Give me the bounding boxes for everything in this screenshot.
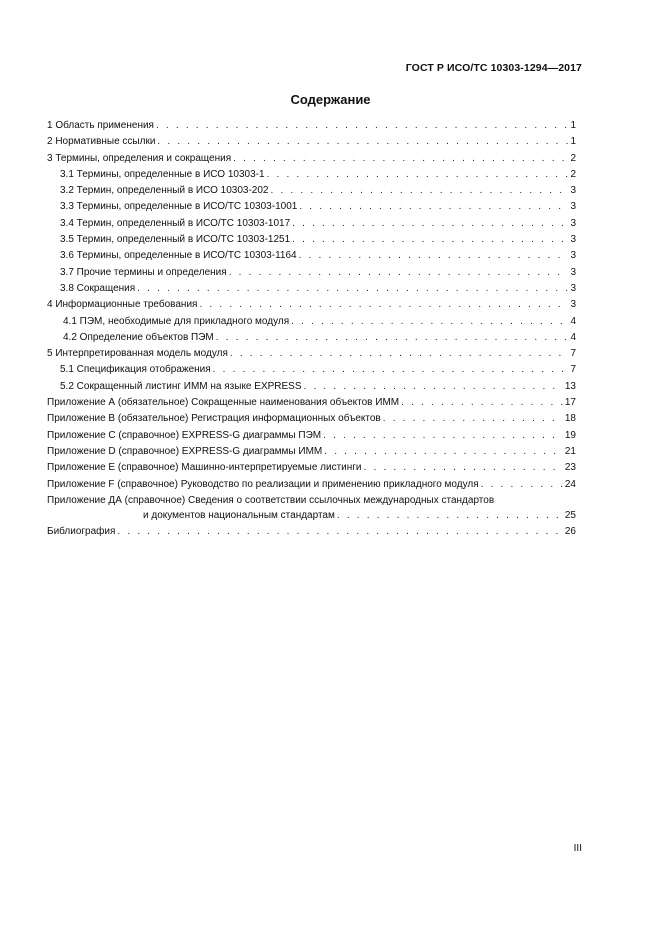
- toc-leader-dots: [401, 397, 563, 408]
- toc-leader-dots: [271, 185, 569, 196]
- toc-entry[interactable]: [47, 201, 576, 217]
- toc-leader-dots: [267, 169, 569, 180]
- toc-leader-dots: [337, 510, 563, 521]
- toc-entry[interactable]: [47, 267, 576, 283]
- toc-entry[interactable]: [47, 381, 576, 397]
- toc-entry-page: 13: [564, 380, 576, 392]
- toc-entry[interactable]: [47, 316, 576, 332]
- toc-entry-page: 2: [570, 168, 576, 180]
- toc-leader-dots: [383, 413, 563, 424]
- toc-entry[interactable]: [47, 283, 576, 299]
- toc-entry-appendix-da[interactable]: [47, 495, 576, 526]
- toc-entry[interactable]: [47, 234, 576, 250]
- toc-entry-label: 3.5 Термин, определенный в ИСО/ТС 10303-1251: [60, 234, 291, 246]
- toc-leader-dots: [299, 201, 568, 212]
- page-number: III: [573, 843, 582, 854]
- toc-entry[interactable]: [47, 250, 576, 266]
- toc-entry-page: 4: [570, 315, 576, 327]
- toc-entry-label: 5 Интерпретированная модель модуля: [47, 348, 228, 360]
- toc-entry-page: 1: [570, 136, 576, 148]
- toc-entry[interactable]: [47, 185, 576, 201]
- page-title: Содержание: [290, 92, 371, 107]
- toc-entry-page: 1: [570, 120, 576, 131]
- toc-entry[interactable]: [47, 413, 576, 429]
- toc-leader-dots: [364, 462, 563, 473]
- toc-entry[interactable]: [47, 397, 576, 413]
- toc-entry-label: Приложение F (справочное) Руководство по реализации и применению прикладного модуля: [47, 478, 479, 490]
- toc-entry-label: 1 Область применения: [47, 120, 154, 131]
- toc-entry-label: Приложение D (справочное) EXPRESS-G диаграммы ИММ: [47, 445, 323, 457]
- toc-entry[interactable]: [47, 299, 576, 315]
- toc-entry-label: 5.1 Спецификация отображения: [60, 364, 211, 376]
- toc-leader-dots: [233, 153, 568, 164]
- toc-entry-page: 25: [564, 509, 576, 521]
- toc-entry[interactable]: [47, 430, 576, 446]
- toc-entry[interactable]: [47, 218, 576, 234]
- toc-leader-dots: [292, 218, 568, 229]
- toc-entry-page: 7: [570, 348, 576, 360]
- toc-entry[interactable]: [47, 136, 576, 152]
- toc-entry-page: 2: [570, 152, 576, 164]
- toc-leader-dots: [323, 430, 563, 441]
- toc-entry[interactable]: [47, 153, 576, 169]
- toc-entry-page: 26: [564, 525, 576, 537]
- toc-entry-page: 7: [570, 364, 576, 376]
- toc-leader-dots: [230, 348, 569, 359]
- toc-entry-page: 3: [570, 266, 576, 278]
- toc-entry-label: 4 Информационные требования: [47, 299, 198, 311]
- toc-entry-bibliography[interactable]: [47, 526, 576, 542]
- toc-entry-page: 3: [570, 282, 576, 294]
- toc-entry-label: и документов национальным стандартам: [143, 509, 335, 521]
- toc-entry-label: Приложение ДА (справочное) Сведения о соответствии ссылочных международных стандартов: [47, 494, 495, 506]
- toc-entry-page: 24: [564, 478, 576, 490]
- toc-entry-label: 3.6 Термины, определенные в ИСО/ТС 10303-1164: [60, 250, 297, 262]
- toc-leader-dots: [137, 283, 568, 294]
- toc-entry-label: 3.7 Прочие термины и определения: [60, 266, 227, 278]
- toc-leader-dots: [291, 316, 568, 327]
- toc-entry-label: 2 Нормативные ссылки: [47, 136, 156, 148]
- toc-entry-label: 3.8 Сокращения: [60, 282, 136, 294]
- toc-entry-label: 4.2 Определение объектов ПЭМ: [63, 331, 214, 343]
- toc-entry-label: Приложение Е (справочное) Машинно-интерпретируемые листинги: [47, 462, 362, 474]
- toc-entry-label: Приложение В (обязательное) Регистрация информационных объектов: [47, 413, 381, 425]
- toc-entry-label: 3.4 Термин, определенный в ИСО/ТС 10303-1017: [60, 217, 291, 229]
- toc-leader-dots: [216, 332, 569, 343]
- toc-entry[interactable]: [47, 120, 576, 136]
- toc-entry[interactable]: [47, 348, 576, 364]
- toc-leader-dots: [292, 234, 568, 245]
- table-of-contents: [47, 120, 576, 542]
- toc-entry[interactable]: [47, 446, 576, 462]
- toc-entry-page: 3: [570, 201, 576, 213]
- toc-entry-page: 21: [564, 445, 576, 457]
- toc-entry-label: Приложение А (обязательное) Сокращенные наименования объектов ИММ: [47, 397, 400, 409]
- toc-entry-page: 19: [564, 429, 576, 441]
- toc-entry-label: 3.2 Термин, определенный в ИСО 10303-202: [60, 185, 269, 197]
- toc-entry-label: 3.3 Термины, определенные в ИСО/ТС 10303-1001: [60, 201, 298, 213]
- toc-leader-dots: [481, 479, 563, 490]
- toc-entry-label: 5.2 Сокращенный листинг ИММ на языке EXPRESS: [60, 380, 302, 392]
- toc-leader-dots: [229, 267, 569, 278]
- toc-entry[interactable]: [47, 364, 576, 380]
- toc-leader-dots: [304, 381, 563, 392]
- toc-entry[interactable]: [47, 462, 576, 478]
- toc-entry[interactable]: [47, 332, 576, 348]
- toc-entry[interactable]: [47, 479, 576, 495]
- toc-entry-page: 23: [564, 462, 576, 474]
- toc-entry-page: 3: [570, 217, 576, 229]
- toc-entry-page: 3: [570, 250, 576, 262]
- toc-entry-label: 4.1 ПЭМ, необходимые для прикладного модуля: [63, 315, 290, 327]
- toc-entry-label: 3.1 Термины, определенные в ИСО 10303-1: [60, 168, 265, 180]
- toc-leader-dots: [324, 446, 563, 457]
- toc-entry-label: Приложение С (справочное) EXPRESS-G диаграммы ПЭМ: [47, 429, 322, 441]
- toc-entry-label: 3 Термины, определения и сокращения: [47, 152, 232, 164]
- toc-leader-dots: [299, 250, 569, 261]
- toc-entry-label: Библиография: [47, 525, 116, 537]
- toc-entry-page: 17: [564, 397, 576, 409]
- toc-leader-dots: [213, 364, 569, 375]
- toc-entry-page: 4: [570, 331, 576, 343]
- toc-entry-page: 3: [570, 234, 576, 246]
- toc-entry-page: 3: [570, 185, 576, 197]
- toc-entry-page: 18: [564, 413, 576, 425]
- toc-leader-dots: [157, 136, 568, 147]
- toc-entry-page: 3: [570, 299, 576, 311]
- toc-leader-dots: [117, 526, 562, 537]
- toc-leader-dots: [156, 120, 568, 131]
- toc-entry[interactable]: [47, 169, 576, 185]
- document-header: ГОСТ Р ИСО/ТС 10303-1294—2017: [405, 62, 582, 74]
- toc-leader-dots: [199, 299, 568, 310]
